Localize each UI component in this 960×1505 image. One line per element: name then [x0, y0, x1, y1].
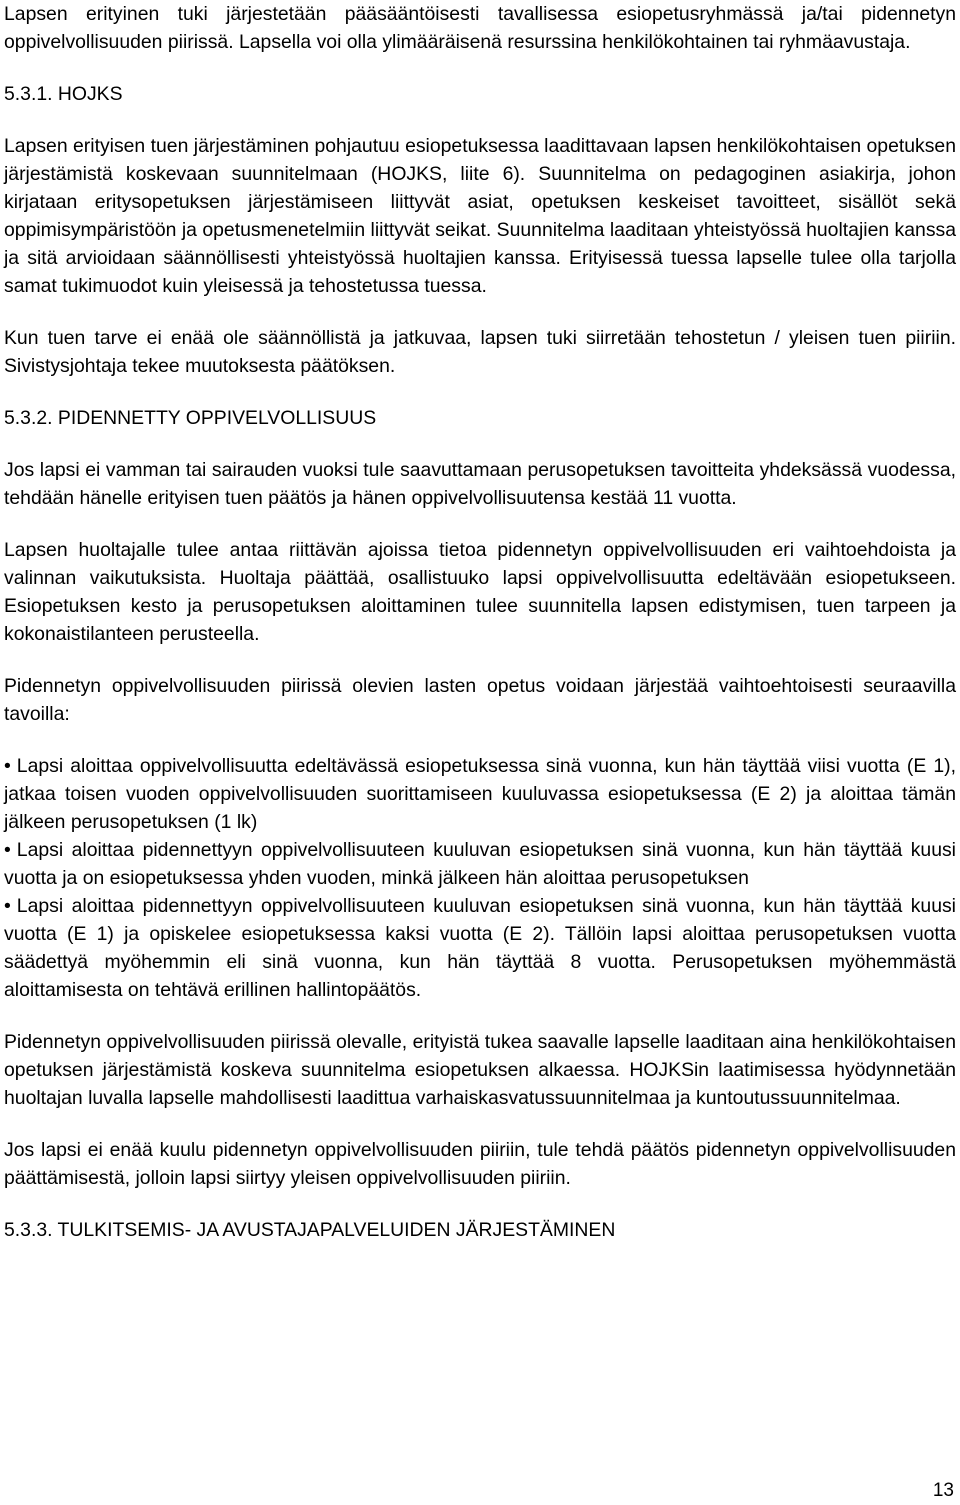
- list-item-text: Lapsi aloittaa pidennettyyn oppivelvollisuuteen kuuluvan esiopetuksen sinä vuonna, kun hän täyttää kuusi vuotta (E 1) ja opiskelee esiopetuksessa kaksi vuotta (E 2). Tällöin lapsi aloittaa perusopetuksen vuotta säädettyä myöhemmin eli sinä vuonna, kun hän täyttää 8 vuotta. Perusopetuksen myöhemmästä aloittamisesta on tehtävä erillinen hallintopäätös.: [4, 895, 956, 1001]
- bullet-icon: •: [4, 839, 11, 861]
- list-item-text: Lapsi aloittaa pidennettyyn oppivelvollisuuteen kuuluvan esiopetuksen sinä vuonna, kun hän täyttää kuusi vuotta ja on esiopetuksessa yhden vuoden, minkä jälkeen hän aloittaa perusopetuksen: [4, 839, 956, 889]
- pidennetty-paragraph-3: Pidennetyn oppivelvollisuuden piirissä olevien lasten opetus voidaan järjestää vaihtoehtoisesti seuraavilla tavoilla:: [4, 675, 956, 725]
- arrangement-options-list: [4, 752, 956, 1004]
- section-heading-531: 5.3.1. HOJKS: [4, 83, 123, 105]
- pidennetty-paragraph-1: Jos lapsi ei vamman tai sairauden vuoksi tule saavuttamaan perusopetuksen tavoitteita yhdeksässä vuodessa, tehdään hänelle erityisen tuen päätös ja hänen oppivelvollisuutensa kestää 11 vuotta.: [4, 459, 956, 509]
- list-item: [4, 752, 956, 836]
- page-number: 13: [932, 1480, 954, 1501]
- bullet-icon: •: [4, 895, 11, 917]
- pidennetty-paragraph-5: Jos lapsi ei enää kuulu pidennetyn oppivelvollisuuden piiriin, tule tehdä päätös pidennetyn oppivelvollisuuden päättämisestä, jolloin lapsi siirtyy yleisen oppivelvollisuuden piiriin.: [4, 1139, 956, 1189]
- document-page: [4, 0, 956, 1244]
- list-item: [4, 892, 956, 1004]
- pidennetty-paragraph-2: Lapsen huoltajalle tulee antaa riittävän ajoissa tietoa pidennetyn oppivelvollisuuden eri vaihtoehdoista ja valinnan vaikutuksista. Huoltaja päättää, osallistuuko lapsi oppivelvollisuutta edeltävään esiopetukseen. Esiopetuksen kesto ja perusopetuksen aloittaminen tulee suunnitella lapsen edistymisen, tuen tarpeen ja kokonaistilanteen perusteella.: [4, 539, 956, 645]
- pidennetty-paragraph-4: Pidennetyn oppivelvollisuuden piirissä olevalle, erityistä tukea saavalle lapselle laaditaan aina henkilökohtaisen opetuksen järjestämistä koskeva suunnitelma esiopetuksen alkaessa. HOJKSin laatimisessa hyödynnetään huoltajan luvalla lapselle mahdollisesti laadittua varhaiskasvatussuunnitelmaa ja kuntoutussuunnitelmaa.: [4, 1031, 956, 1109]
- bullet-icon: •: [4, 755, 11, 777]
- section-heading-532: 5.3.2. PIDENNETTY OPPIVELVOLLISUUS: [4, 407, 377, 429]
- hojks-paragraph-2: Kun tuen tarve ei enää ole säännöllistä ja jatkuvaa, lapsen tuki siirretään tehostetun / yleisen tuen piiriin. Sivistysjohtaja tekee muutoksesta päätöksen.: [4, 327, 956, 377]
- hojks-paragraph-1: Lapsen erityisen tuen järjestäminen pohjautuu esiopetuksessa laadittavaan lapsen henkilökohtaisen opetuksen järjestämistä koskevaan suunnitelmaan (HOJKS, liite 6). Suunnitelma on pedagoginen asiakirja, johon kirjataan eritysopetuksen järjestämiseen liittyvät asiat, opetuksen keskeiset tavoitteet, sisällöt sekä oppimisympäristöön ja opetusmenetelmiin liittyvät seikat. Suunnitelma laaditaan yhteistyössä huoltajien kanssa ja sitä arvioidaan säännöllisesti yhteistyössä huoltajien kanssa. Erityisessä tuessa lapselle tulee olla tarjolla samat tukimuodot kuin yleisessä ja tehostetussa tuessa.: [4, 135, 956, 297]
- section-heading-533: 5.3.3. TULKITSEMIS- JA AVUSTAJAPALVELUIDEN JÄRJESTÄMINEN: [4, 1219, 616, 1241]
- list-item-text: Lapsi aloittaa oppivelvollisuutta edeltävässä esiopetuksessa sinä vuonna, kun hän täyttää viisi vuotta (E 1), jatkaa toisen vuoden oppivelvollisuuden suorittamiseen kuuluvassa esiopetuksessa (E 2) ja aloittaa tämän jälkeen perusopetuksen (1 lk): [4, 755, 956, 833]
- intro-paragraph: Lapsen erityinen tuki järjestetään pääsääntöisesti tavallisessa esiopetusryhmässä ja/tai pidennetyn oppivelvollisuuden piirissä. Lapsella voi olla ylimääräisenä resurssina henkilökohtainen tai ryhmäavustaja.: [4, 3, 956, 53]
- list-item: [4, 836, 956, 892]
